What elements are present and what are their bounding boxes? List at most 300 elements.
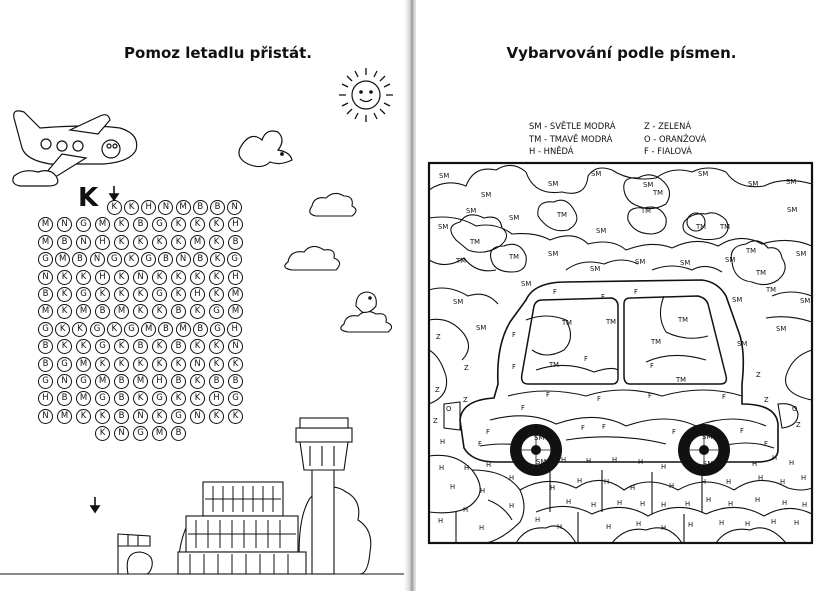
left-page-title: Pomoz letadlu přistát. — [124, 44, 312, 62]
maze-cell[interactable]: H — [38, 391, 53, 406]
maze-row — [38, 287, 286, 304]
maze-cell[interactable]: N — [190, 357, 205, 372]
right-page-title: Vybarvování podle písmen. — [506, 44, 737, 62]
color-code-label: SM — [476, 324, 487, 332]
maze-cell[interactable]: H — [152, 374, 167, 389]
maze-cell[interactable]: K — [124, 252, 139, 267]
color-code-label: H — [550, 484, 556, 492]
maze-row — [38, 339, 286, 356]
maze-cell[interactable]: K — [152, 339, 167, 354]
cloud-icon — [310, 193, 356, 216]
region-line — [536, 506, 812, 516]
color-code-label: H — [794, 519, 800, 527]
maze-cell[interactable]: B — [38, 339, 53, 354]
maze-cell[interactable]: N — [176, 252, 191, 267]
color-code-label: H — [486, 461, 492, 469]
color-code-label: H — [661, 524, 667, 532]
maze-cell[interactable]: K — [209, 339, 224, 354]
maze-cell[interactable]: B — [171, 426, 186, 441]
maze-cell[interactable]: K — [152, 235, 167, 250]
maze-cell[interactable]: K — [76, 270, 91, 285]
maze-cell[interactable]: K — [76, 339, 91, 354]
color-code-label: H — [440, 438, 446, 446]
maze-cell[interactable]: K — [133, 304, 148, 319]
maze-cell[interactable]: G — [141, 252, 156, 267]
maze-cell[interactable]: K — [171, 391, 186, 406]
maze-cell[interactable]: M — [55, 252, 70, 267]
maze-cell[interactable]: B — [193, 322, 208, 337]
maze-cell[interactable]: G — [152, 287, 167, 302]
legend-item: SM - SVĚTLE MODRÁ — [529, 121, 616, 131]
color-code-label: SM — [737, 340, 748, 348]
maze-cell[interactable]: K — [55, 322, 70, 337]
maze-row — [38, 426, 286, 443]
maze-cell[interactable]: K — [209, 217, 224, 232]
maze-cell[interactable]: K — [209, 270, 224, 285]
maze-cell[interactable]: K — [190, 270, 205, 285]
maze-cell[interactable]: M — [76, 391, 91, 406]
maze-cell[interactable]: B — [228, 374, 243, 389]
color-code-label: SM — [680, 259, 691, 267]
color-code-label: SM — [481, 191, 492, 199]
cloud-icon — [285, 246, 340, 270]
car-window-front — [624, 296, 726, 384]
region-line — [550, 236, 672, 250]
region-line — [726, 172, 812, 187]
maze-cell[interactable]: B — [171, 374, 186, 389]
maze-cell[interactable]: M — [57, 409, 72, 424]
maze-cell[interactable]: G — [152, 217, 167, 232]
maze-cell[interactable]: K — [209, 287, 224, 302]
maze-cell[interactable]: K — [57, 304, 72, 319]
maze-cell[interactable]: K — [57, 339, 72, 354]
maze-cell[interactable]: N — [228, 339, 243, 354]
maze-row — [38, 235, 286, 252]
color-code-label: SM — [703, 460, 714, 468]
maze-row — [38, 304, 286, 321]
color-code-label: Z — [463, 396, 468, 404]
maze-cell[interactable]: G — [95, 339, 110, 354]
color-code-label: SM — [643, 181, 654, 189]
color-code-label: Z — [756, 371, 761, 379]
maze-cell[interactable]: B — [57, 391, 72, 406]
maze-cell[interactable]: K — [57, 287, 72, 302]
color-code-label: H — [509, 502, 515, 510]
maze-cell[interactable]: H — [228, 270, 243, 285]
maze-cell[interactable]: M — [38, 235, 53, 250]
color-code-label: SM — [635, 258, 646, 266]
color-code-label: TM — [678, 316, 689, 324]
maze-cell[interactable]: N — [38, 270, 53, 285]
color-code-label: H — [463, 506, 469, 514]
maze-cell[interactable]: M — [176, 322, 191, 337]
color-code-label: H — [801, 474, 807, 482]
color-code-label: Z — [464, 364, 469, 372]
maze-cell[interactable]: N — [90, 252, 105, 267]
legend-item: TM - TMAVĚ MODRÁ — [529, 133, 613, 144]
color-code-label: H — [480, 487, 486, 495]
color-code-label: F — [486, 428, 490, 436]
maze-cell[interactable]: M — [228, 304, 243, 319]
maze-cell[interactable]: M — [133, 374, 148, 389]
maze-cell[interactable]: B — [158, 252, 173, 267]
color-code-label: SM — [534, 434, 545, 442]
maze-cell[interactable]: M — [95, 217, 110, 232]
maze-cell[interactable]: B — [114, 409, 129, 424]
maze-cell[interactable]: H — [227, 322, 242, 337]
maze-cell[interactable]: H — [141, 200, 156, 215]
maze-cell[interactable]: B — [158, 322, 173, 337]
color-code-label: SM — [548, 250, 559, 258]
maze-cell[interactable]: N — [76, 235, 91, 250]
color-code-label: SM — [548, 180, 559, 188]
maze-cell[interactable]: B — [193, 252, 208, 267]
maze-cell[interactable]: G — [76, 217, 91, 232]
color-code-label: O — [792, 405, 798, 413]
maze-cell[interactable]: K — [95, 426, 110, 441]
maze-cell[interactable]: B — [95, 304, 110, 319]
color-code-label: TM — [470, 238, 481, 246]
color-code-label: H — [772, 454, 778, 462]
maze-cell[interactable]: G — [227, 252, 242, 267]
color-code-label: H — [685, 500, 691, 508]
maze-cell[interactable]: G — [95, 391, 110, 406]
color-code-label: TM — [676, 376, 687, 384]
maze-cell[interactable]: B — [228, 235, 243, 250]
color-code-label: H — [586, 457, 592, 465]
left-page — [0, 0, 408, 591]
color-code-label: SM — [732, 296, 743, 304]
color-code-label: H — [636, 520, 642, 528]
color-code-label: SM — [702, 433, 713, 441]
color-code-label: H — [661, 463, 667, 471]
region-line — [566, 437, 666, 444]
color-code-label: H — [509, 474, 515, 482]
maze-cell[interactable]: K — [209, 409, 224, 424]
car-body — [460, 280, 778, 462]
maze-row — [38, 252, 286, 269]
color-code-label: TM — [756, 269, 767, 277]
maze-cell[interactable]: K — [171, 287, 186, 302]
color-code-label: H — [617, 499, 623, 507]
color-code-label: SM — [439, 172, 450, 180]
color-code-label: H — [789, 459, 795, 467]
maze-cell[interactable]: B — [38, 357, 53, 372]
color-code-label: SM — [776, 325, 787, 333]
maze-cell[interactable]: K — [76, 409, 91, 424]
color-code-label: H — [706, 496, 712, 504]
maze-cell[interactable]: B — [38, 287, 53, 302]
maze-row — [38, 217, 286, 234]
color-code-label: H — [604, 478, 610, 486]
color-code-label: SM — [590, 265, 601, 273]
maze-end-arrow — [91, 497, 99, 512]
maze-cell[interactable]: K — [107, 200, 122, 215]
color-code-label: TM — [557, 211, 568, 219]
color-code-label: Z — [796, 421, 801, 429]
color-code-label: H — [566, 498, 572, 506]
color-code-label: H — [577, 477, 583, 485]
color-code-label: SM — [591, 170, 602, 178]
maze-cell[interactable]: K — [133, 287, 148, 302]
color-code-label: SM — [438, 223, 449, 231]
region-line — [612, 168, 726, 179]
color-code-label: H — [612, 456, 618, 464]
maze-cell[interactable]: K — [114, 235, 129, 250]
color-code-label: TM — [641, 207, 652, 215]
color-code-label: H — [780, 478, 786, 486]
color-code-label: F — [581, 424, 585, 432]
maze-row — [38, 270, 286, 287]
maze-cell[interactable]: K — [209, 357, 224, 372]
maze-start-arrow — [110, 186, 118, 200]
maze-cell[interactable]: K — [133, 391, 148, 406]
maze-cell[interactable]: B — [57, 235, 72, 250]
color-code-label: H — [640, 500, 646, 508]
color-code-label: TM — [562, 319, 573, 327]
color-code-label: SM — [453, 298, 464, 306]
legend-item: H - HNĚDÁ — [529, 146, 574, 157]
maze-cell[interactable]: K — [114, 339, 129, 354]
maze-cell[interactable]: K — [95, 357, 110, 372]
maze-cell[interactable]: M — [190, 235, 205, 250]
maze-cell[interactable]: B — [171, 339, 186, 354]
maze-cell[interactable]: M — [152, 426, 167, 441]
maze-cell[interactable]: H — [95, 235, 110, 250]
maze-cell[interactable]: B — [72, 252, 87, 267]
maze-cell[interactable]: M — [141, 322, 156, 337]
color-code-label: F — [648, 392, 652, 400]
maze-cell[interactable]: K — [152, 270, 167, 285]
color-code-label: F — [722, 393, 726, 401]
maze-cell[interactable]: H — [228, 217, 243, 232]
maze-row — [38, 200, 286, 217]
color-code-label: F — [597, 395, 601, 403]
maze-cell[interactable]: G — [133, 426, 148, 441]
maze-cell[interactable]: G — [38, 252, 53, 267]
maze-row — [38, 409, 286, 426]
maze-cell[interactable]: B — [193, 200, 208, 215]
color-code-label: H — [758, 474, 764, 482]
maze-cell[interactable]: N — [114, 426, 129, 441]
maze-cell[interactable]: G — [38, 374, 53, 389]
region-line — [786, 350, 812, 400]
color-code-label: F — [602, 423, 606, 431]
color-code-label: F — [521, 404, 525, 412]
region-line — [772, 292, 812, 296]
maze-cell[interactable]: K — [190, 304, 205, 319]
color-code-label: H — [771, 518, 777, 526]
color-code-label: Z — [764, 396, 769, 404]
maze-cell[interactable]: H — [190, 287, 205, 302]
car-wheel-rear — [510, 424, 562, 476]
color-code-label: H — [745, 520, 751, 528]
maze-cell[interactable]: K — [228, 409, 243, 424]
maze-cell[interactable]: G — [152, 391, 167, 406]
maze-cell[interactable]: G — [57, 357, 72, 372]
maze-cell[interactable]: B — [133, 339, 148, 354]
color-code-label: TM — [549, 361, 560, 369]
color-code-label: H — [557, 523, 563, 531]
color-code-label: TM — [766, 286, 777, 294]
color-code-label: TM — [720, 223, 731, 231]
color-code-label: SM — [748, 180, 759, 188]
maze-cell[interactable]: N — [38, 409, 53, 424]
maze-cell[interactable]: K — [114, 217, 129, 232]
maze-cell[interactable]: G — [209, 304, 224, 319]
maze-cell[interactable]: M — [76, 304, 91, 319]
maze-cell[interactable]: G — [228, 391, 243, 406]
maze-cell[interactable]: N — [190, 409, 205, 424]
color-code-label: F — [764, 440, 768, 448]
color-code-label: H — [669, 482, 675, 490]
maze-cell[interactable]: K — [114, 287, 129, 302]
color-code-label: H — [606, 523, 612, 531]
color-code-label: SM — [536, 458, 547, 466]
region-line — [516, 526, 576, 543]
maze-cell[interactable]: K — [124, 200, 139, 215]
color-code-label: SM — [786, 178, 797, 186]
color-code-label: SM — [596, 227, 607, 235]
maze-cell[interactable]: N — [57, 374, 72, 389]
maze-cell[interactable]: K — [72, 322, 87, 337]
color-code-label: H — [688, 521, 694, 529]
maze-cell[interactable]: G — [38, 322, 53, 337]
maze-cell[interactable]: K — [152, 304, 167, 319]
color-code-label: Z — [433, 417, 438, 425]
maze-row — [38, 391, 286, 408]
maze-cell[interactable]: K — [152, 357, 167, 372]
color-code-label: F — [740, 427, 744, 435]
color-code-label: Z — [435, 386, 440, 394]
maze-cell[interactable]: G — [76, 287, 91, 302]
color-code-label: F — [672, 428, 676, 436]
maze-cell[interactable]: G — [76, 374, 91, 389]
color-code-label: F — [512, 363, 516, 371]
bird-icon — [239, 131, 292, 167]
maze-cell[interactable]: K — [171, 217, 186, 232]
maze-cell[interactable]: G — [171, 409, 186, 424]
maze-cell[interactable]: K — [133, 357, 148, 372]
maze-cell[interactable]: B — [114, 374, 129, 389]
maze-cell[interactable]: K — [210, 252, 225, 267]
color-code-label: F — [601, 293, 605, 301]
maze-cell[interactable]: G — [107, 252, 122, 267]
maze-row — [38, 322, 286, 339]
maze-row — [38, 357, 286, 374]
color-code-label: SM — [509, 214, 520, 222]
maze-cell[interactable]: K — [114, 357, 129, 372]
region-line — [456, 512, 684, 543]
maze-cell[interactable]: G — [210, 322, 225, 337]
color-code-label: H — [638, 458, 644, 466]
color-code-label: SM — [725, 256, 736, 264]
maze-cell[interactable]: K — [190, 339, 205, 354]
maze-cell[interactable]: M — [76, 357, 91, 372]
maze-cell[interactable]: K — [190, 391, 205, 406]
maze-cell[interactable]: K — [95, 287, 110, 302]
region-line — [508, 390, 742, 396]
airplane-icon — [13, 111, 137, 186]
legend-item: Z - ZELENÁ — [644, 121, 692, 131]
maze-cell[interactable]: G — [90, 322, 105, 337]
color-code-label: F — [584, 355, 588, 363]
maze-cell[interactable]: H — [209, 391, 224, 406]
color-code-label: TM — [456, 257, 467, 265]
maze-cell[interactable]: H — [95, 270, 110, 285]
maze-cell[interactable]: N — [227, 200, 242, 215]
maze-cell[interactable]: K — [95, 409, 110, 424]
maze-cell[interactable]: M — [176, 200, 191, 215]
color-code-label: SM — [698, 170, 709, 178]
maze-cell[interactable]: M — [38, 304, 53, 319]
maze-cell[interactable]: B — [171, 304, 186, 319]
maze-cell[interactable]: K — [171, 357, 186, 372]
region-line — [429, 288, 498, 304]
legend-item: O - ORANŽOVÁ — [644, 133, 707, 144]
color-code-label: F — [546, 391, 550, 399]
color-code-label: H — [752, 460, 758, 468]
color-code-label: F — [634, 288, 638, 296]
maze-cell[interactable]: N — [133, 270, 148, 285]
cloud-region — [731, 241, 785, 285]
maze-cell[interactable]: K — [57, 270, 72, 285]
maze-cell[interactable]: K — [209, 235, 224, 250]
color-code-label: F — [512, 331, 516, 339]
maze-cell[interactable]: B — [114, 391, 129, 406]
maze-start-letter: K — [78, 183, 99, 213]
maze-cell[interactable]: N — [133, 409, 148, 424]
letter-maze[interactable] — [38, 200, 286, 443]
maze-cell[interactable]: M — [38, 217, 53, 232]
maze-cell[interactable]: K — [107, 322, 122, 337]
maze-cell[interactable]: K — [190, 374, 205, 389]
color-code-label: TM — [746, 247, 757, 255]
color-code-label: SM — [787, 206, 798, 214]
color-code-label: TM — [696, 223, 707, 231]
color-code-label: TM — [653, 189, 664, 197]
color-code-label: H — [755, 496, 761, 504]
color-code-label: F — [650, 362, 654, 370]
maze-cell[interactable]: K — [152, 409, 167, 424]
maze-cell[interactable]: B — [209, 374, 224, 389]
color-code-label: H — [726, 478, 732, 486]
color-code-label: Z — [436, 333, 441, 341]
maze-cell[interactable]: K — [133, 235, 148, 250]
maze-cell[interactable]: K — [190, 217, 205, 232]
region-line — [766, 317, 812, 322]
color-code-label: TM — [651, 338, 662, 346]
maze-cell[interactable]: N — [158, 200, 173, 215]
maze-cell[interactable]: G — [124, 322, 139, 337]
maze-cell[interactable]: K — [171, 270, 186, 285]
maze-cell[interactable]: M — [95, 374, 110, 389]
maze-cell[interactable]: M — [114, 304, 129, 319]
color-code-label: H — [701, 478, 707, 486]
picture-frame — [429, 163, 812, 543]
maze-cell[interactable]: B — [133, 217, 148, 232]
region-line — [716, 528, 786, 543]
maze-cell[interactable]: N — [57, 217, 72, 232]
maze-cell[interactable]: B — [210, 200, 225, 215]
maze-cell[interactable]: K — [114, 270, 129, 285]
region-line — [612, 528, 682, 543]
legend-item: F - FIALOVÁ — [644, 146, 692, 157]
maze-cell[interactable]: K — [171, 235, 186, 250]
region-line — [646, 355, 706, 362]
maze-cell[interactable]: K — [228, 357, 243, 372]
maze-cell[interactable]: M — [228, 287, 243, 302]
